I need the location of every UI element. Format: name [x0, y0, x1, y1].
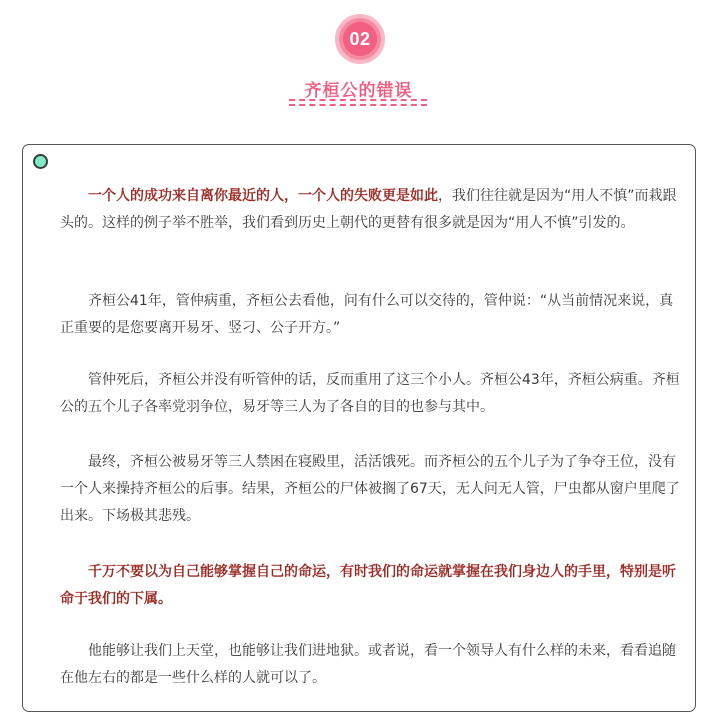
paragraph-3: 管仲死后，齐桓公并没有听管仲的话，反而重用了这三个小人。齐桓公43年，齐桓公病重。齐桓公的五个儿子各率党羽争位，易牙等三人为了各自的目的也参与其中。 — [60, 372, 680, 415]
section-title: 齐桓公的错误 — [304, 81, 413, 101]
title-underline-bottom — [289, 104, 427, 106]
card-corner-dot-icon — [33, 154, 48, 169]
paragraph-1-text: ，我们往往就是因为“用人不慎”而栽跟头的。这样的例子举不胜举，我们看到历史上朝代的更替有很多就是因为“用人不慎”引发的。 — [60, 188, 677, 231]
paragraph-6: 他能够让我们上天堂，也能够让我们进地狱。或者说，看一个领导人有什么样的未来，看看追随在他左右的都是一些什么样的人就可以了。 — [60, 643, 676, 686]
title-underline-top — [289, 99, 427, 101]
section-number-badge — [335, 14, 385, 64]
paragraph-1 — [60, 183, 682, 237]
paragraph-1-highlight: 一个人的成功来自离你最近的人，一个人的失败更是如此 — [88, 188, 438, 204]
paragraph-2: 齐桓公41年，管仲病重，齐桓公去看他，问有什么可以交待的，管仲说：“从当前情况来说，真正重要的是您要离开易牙、竖刁、公子开方。” — [60, 293, 674, 336]
paragraph-4: 最终，齐桓公被易牙等三人禁困在寝殿里，活活饿死。而齐桓公的五个儿子为了争夺王位，没有一个人来操持齐桓公的后事。结果，齐桓公的尸体被搁了67天，无人问无人管，尸虫都从窗户里爬了出来。下场极其悲残。 — [60, 454, 680, 524]
article-card — [22, 144, 696, 712]
paragraph-5-highlight: 千万不要以为自己能够掌握自己的命运，有时我们的命运就掌握在我们身边人的手里，特别是听命于我们的下属。 — [60, 564, 676, 607]
section-number: 02 — [349, 28, 371, 49]
